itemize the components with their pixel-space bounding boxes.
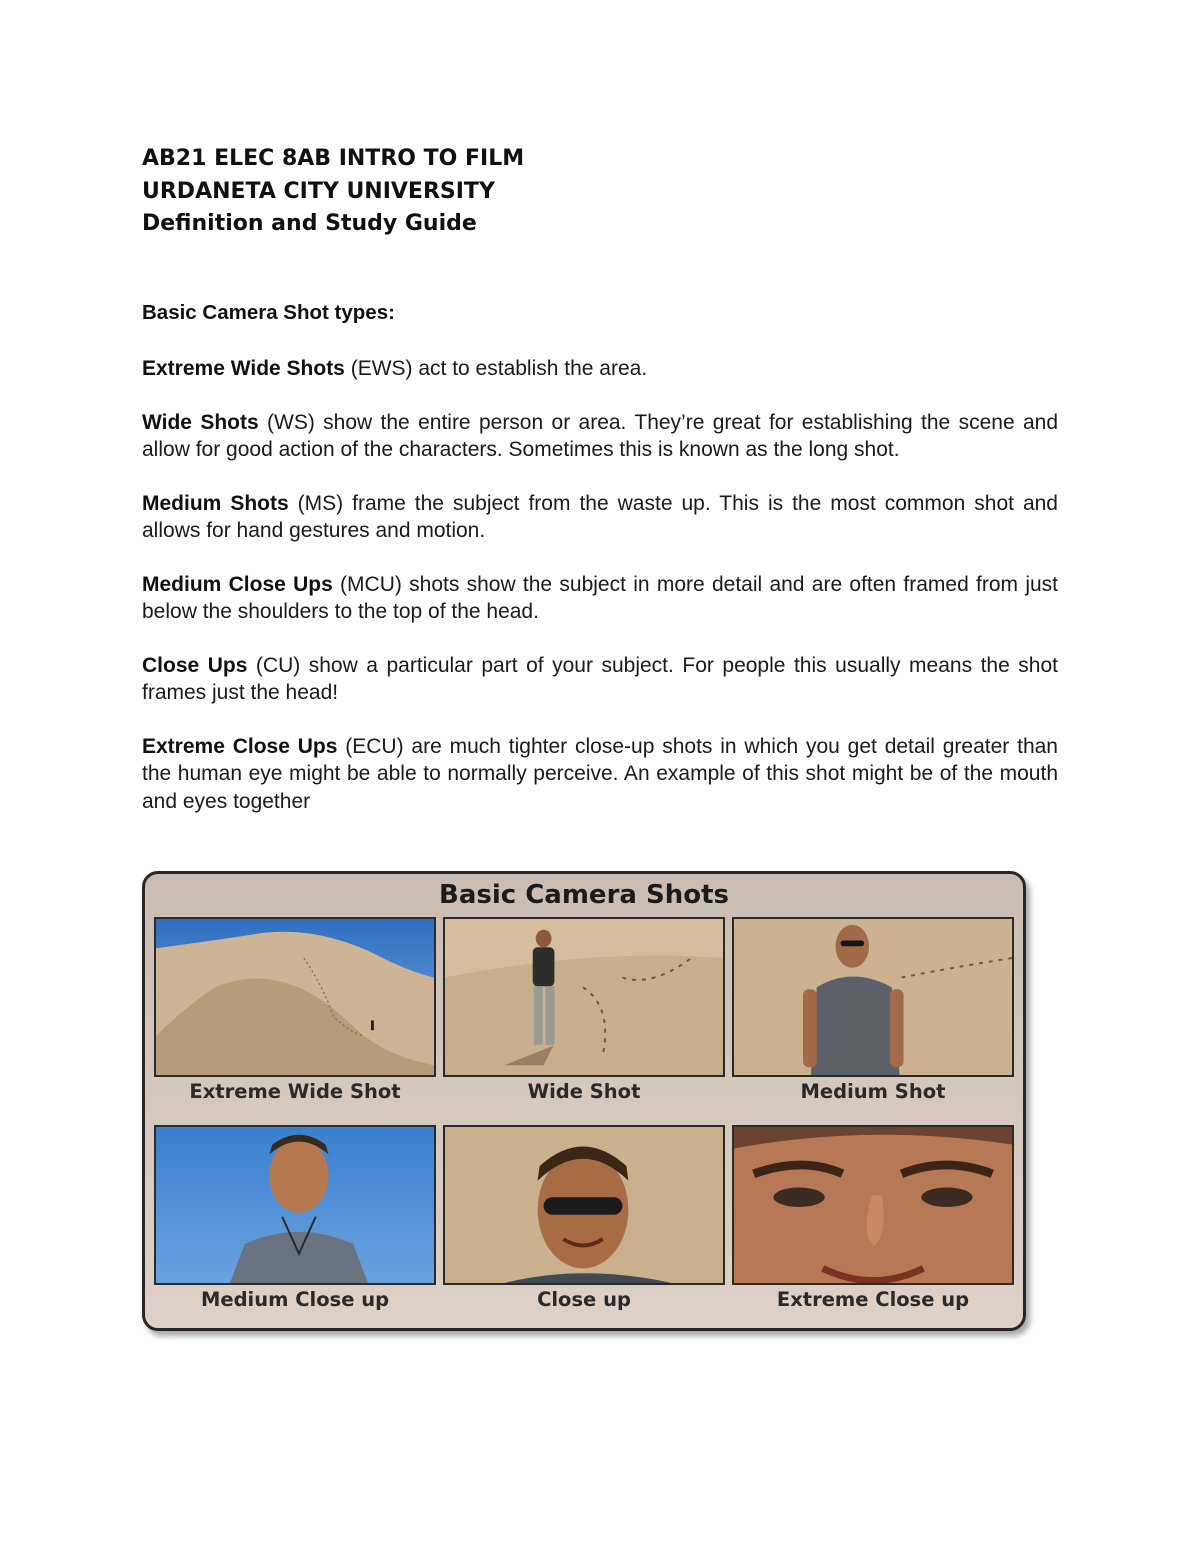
caption-medium-shot: Medium Shot: [800, 1080, 946, 1103]
figure-title: Basic Camera Shots: [439, 880, 729, 910]
definition-text: (MS) frame the subject from the waste up. This is the most common shot and allows for hand gestures and motion.: [142, 491, 1058, 543]
definition-text: (CU) show a particular part of your subject. For people this usually means the shot frames just the head!: [142, 654, 1058, 705]
definition-medium-shots: [142, 490, 1058, 545]
wide-shot-photo: [443, 917, 725, 1077]
course-title: AB21 ELEC 8AB INTRO TO FILM: [142, 146, 525, 171]
definition-medium-close-ups: [142, 571, 1058, 626]
definition-term: Medium Shots: [142, 491, 289, 515]
document-heading: [142, 143, 524, 241]
definition-close-ups: [142, 652, 1058, 707]
definition-wide-shots: [142, 409, 1058, 464]
definition-term: Close Ups: [142, 654, 248, 678]
definition-text: (EWS) act to establish the area.: [344, 357, 648, 380]
medium-shot-photo: [732, 917, 1014, 1077]
definition-term: Wide Shots: [142, 410, 259, 434]
caption-medium-close-up: Medium Close up: [200, 1288, 390, 1311]
definition-term: Medium Close Ups: [142, 572, 333, 596]
definition-list: [142, 355, 1058, 842]
definition-text: (WS) show the entire person or area. They’re great for establishing the scene and allow for good action of the characters. Sometimes this is known as the long shot.: [142, 410, 1059, 462]
extreme-close-up-photo: [732, 1125, 1014, 1285]
caption-wide-shot: Wide Shot: [527, 1080, 641, 1103]
extreme-wide-shot-photo: [154, 917, 436, 1077]
medium-close-up-photo: [154, 1125, 436, 1285]
definition-term: Extreme Close Ups: [142, 735, 338, 759]
caption-extreme-wide-shot: Extreme Wide Shot: [189, 1080, 401, 1103]
section-title: Basic Camera Shot types:: [142, 301, 395, 324]
definition-extreme-wide-shots: [142, 355, 1058, 382]
caption-extreme-close-up: Extreme Close up: [776, 1288, 970, 1311]
definition-text: (ECU) are much tighter close-up shots in which you get detail greater than the human eye might be able to normally perceive. An example of this shot might be of the mouth and eyes together: [142, 735, 1058, 813]
university-name: URDANETA CITY UNIVERSITY: [142, 178, 495, 204]
guide-title: Definition and Study Guide: [142, 211, 477, 236]
definition-extreme-close-ups: [142, 733, 1058, 815]
caption-close-up: Close up: [537, 1288, 631, 1311]
definition-text: (MCU) shots show the subject in more detail and are often framed from just below the shoulders to the top of the head.: [142, 572, 1058, 624]
camera-shots-figure: [142, 871, 1026, 1331]
definition-term: Extreme Wide Shots: [142, 357, 345, 380]
close-up-photo: [443, 1125, 725, 1285]
